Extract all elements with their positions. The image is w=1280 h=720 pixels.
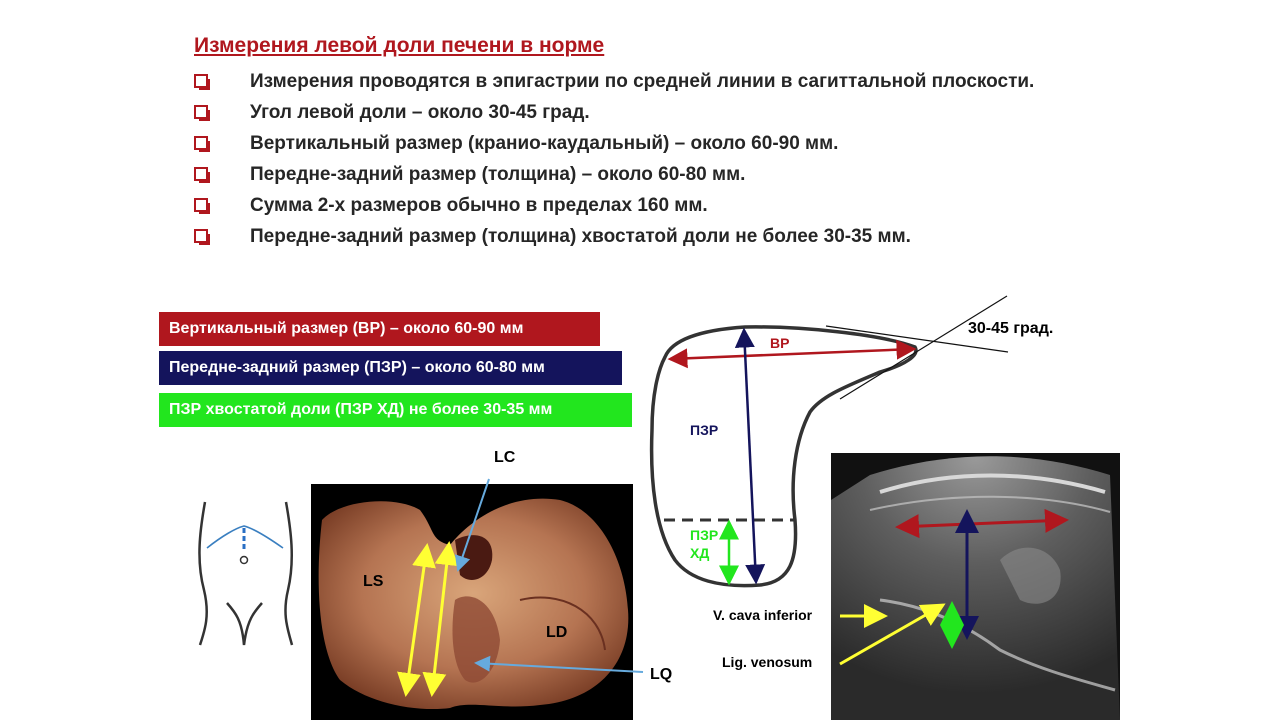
bullet-item: Измерения проводятся в эпигастрии по средней линии в сагиттальной плоскости. xyxy=(194,66,1094,97)
lc-label: LC xyxy=(494,449,516,466)
bullet-item: Угол левой доли – около 30-45 град. xyxy=(194,97,1094,128)
slide-title: Измерения левой доли печени в норме xyxy=(194,34,605,57)
pzr-legend-label: Передне-задний размер (ПЗР) – около 60-80 мм xyxy=(159,351,622,385)
pzr-hd-diagram-label-2: ХД xyxy=(690,545,710,561)
lig-venosum-label: Lig. venosum xyxy=(722,654,813,670)
ld-label: LD xyxy=(546,624,568,641)
ls-label: LS xyxy=(363,573,384,590)
vr-legend-label: Вертикальный размер (ВР) – около 60-90 мм xyxy=(159,312,600,346)
bullet-item: Передне-задний размер (толщина) хвостатой доли не более 30-35 мм. xyxy=(194,221,1094,252)
liver-specimen-photo xyxy=(311,449,672,720)
vr-diagram-label: ВР xyxy=(770,335,790,351)
bullet-item: Сумма 2-х размеров обычно в пределах 160 мм. xyxy=(194,190,1094,221)
ultrasound-image xyxy=(831,453,1120,720)
bullet-item: Вертикальный размер (кранио-каудальный) – около 60-90 мм. xyxy=(194,128,1094,159)
angle-label: 30-45 град. xyxy=(968,320,1054,337)
bullet-item: Передне-задний размер (толщина) – около 60-80 мм. xyxy=(194,159,1094,190)
pzr-diagram-label: ПЗР xyxy=(690,422,719,438)
vci-label: V. cava inferior xyxy=(713,607,813,623)
pzr-hd-legend-label: ПЗР хвостатой доли (ПЗР ХД) не более 30-35 мм xyxy=(159,393,632,427)
torso-icon xyxy=(199,502,292,645)
lq-label: LQ xyxy=(650,666,673,683)
pzr-hd-diagram-label-1: ПЗР xyxy=(690,527,719,543)
